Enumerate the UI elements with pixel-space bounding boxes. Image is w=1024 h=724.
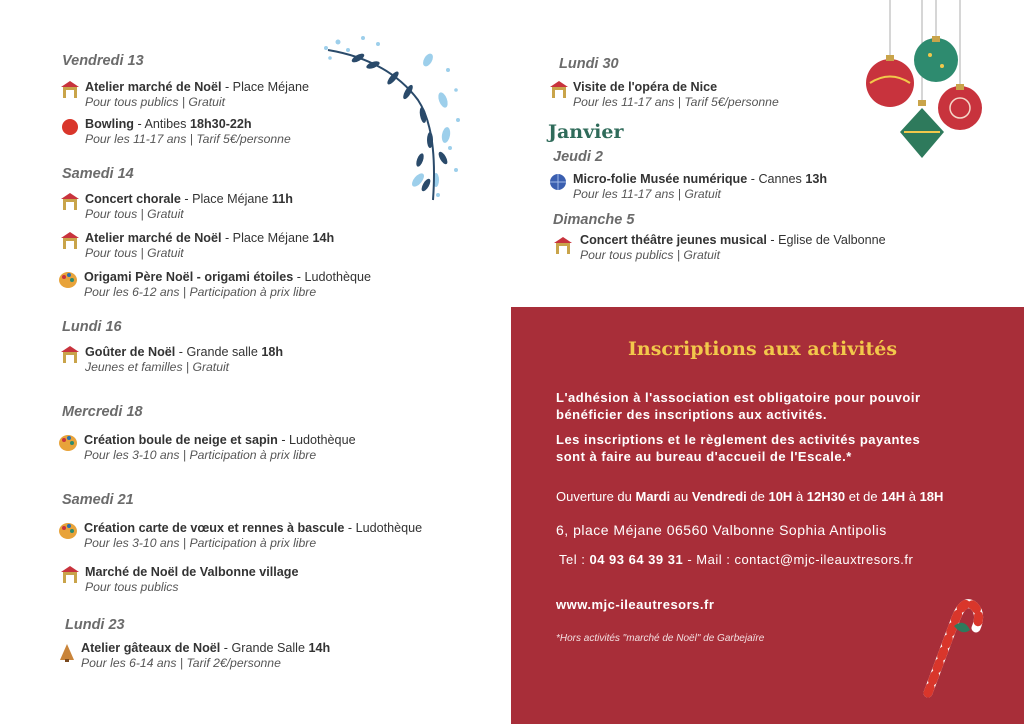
market-stall-icon (553, 236, 573, 256)
registration-text-line2: sont à faire au bureau d'accueil de l'Escale.* (556, 449, 852, 464)
panel-title: Inscriptions aux activités (628, 338, 898, 360)
globe-icon (548, 172, 568, 192)
membership-text-line2: bénéficier des inscriptions aux activités. (556, 407, 827, 422)
palette-icon (58, 520, 78, 540)
market-stall-icon (60, 231, 80, 251)
gingerbread-icon (57, 643, 77, 663)
day-heading-jeudi-2: Jeudi 2 (553, 149, 603, 165)
event-concert-theatre: Concert théâtre jeunes musical - Eglise de Valbonne Pour tous publics | Gratuit (580, 233, 886, 262)
footnote: *Hors activités "marché de Noël" de Garbejaïre (556, 633, 765, 644)
christmas-baubles-illustration (862, 0, 992, 170)
palette-icon (58, 432, 78, 452)
event-gouter-noel: Goûter de Noël - Grande salle 18h Jeunes et familles | Gratuit (85, 345, 284, 374)
event-carte-voeux: Création carte de vœux et rennes à bascule - Ludothèque Pour les 3-10 ans | Participation à prix libre (84, 521, 423, 550)
market-stall-icon (549, 80, 569, 100)
day-heading-lundi-30: Lundi 30 (559, 56, 619, 72)
event-atelier-marche-13: Atelier marché de Noël - Place Méjane Pour tous publics | Gratuit (85, 80, 309, 109)
month-heading-janvier: Janvier (548, 121, 624, 143)
palette-icon (58, 269, 78, 289)
market-stall-icon (60, 80, 80, 100)
snowy-branch-illustration (318, 30, 468, 205)
day-heading-dimanche-5: Dimanche 5 (553, 212, 635, 228)
email-link[interactable]: - Mail : contact@mjc-ileauxtresors.fr (683, 552, 914, 567)
event-gateaux-noel: Atelier gâteaux de Noël - Grande Salle 14h Pour les 6-14 ans | Tarif 2€/personne (81, 641, 331, 670)
day-heading-samedi-21: Samedi 21 (62, 492, 134, 508)
event-bowling: Bowling - Antibes 18h30-22h Pour les 11-17 ans | Tarif 5€/personne (85, 117, 291, 146)
address: 6, place Méjane 06560 Valbonne Sophia Antipolis (556, 522, 887, 538)
day-heading-lundi-16: Lundi 16 (62, 319, 122, 335)
bowling-ball-icon (60, 117, 80, 137)
opening-hours: Ouverture du Mardi au Vendredi de 10H à 12H30 et de 14H à 18H (556, 489, 944, 504)
event-opera-nice: Visite de l'opéra de Nice Pour les 11-17 ans | Tarif 5€/personne (573, 80, 779, 109)
day-heading-samedi-14: Samedi 14 (62, 166, 134, 182)
market-stall-icon (60, 192, 80, 212)
website-link[interactable]: www.mjc-ileautresors.fr (556, 597, 715, 612)
day-heading-vendredi-13: Vendredi 13 (62, 53, 144, 69)
registration-text-line1: Les inscriptions et le règlement des activités payantes (556, 432, 921, 447)
day-heading-lundi-23: Lundi 23 (65, 617, 125, 633)
candy-cane-illustration (918, 588, 988, 698)
phone-number[interactable]: 04 93 64 39 31 (589, 552, 684, 567)
event-micro-folie: Micro-folie Musée numérique - Cannes 13h Pour les 11-17 ans | Gratuit (573, 172, 828, 201)
day-heading-mercredi-18: Mercredi 18 (62, 404, 143, 420)
market-stall-icon (60, 345, 80, 365)
market-stall-icon (60, 565, 80, 585)
event-boule-neige: Création boule de neige et sapin - Ludothèque Pour les 3-10 ans | Participation à prix libre (84, 433, 356, 462)
event-concert-chorale: Concert chorale - Place Méjane 11h Pour tous | Gratuit (85, 192, 293, 221)
contact-line: Tel : 04 93 64 39 31 - Mail : contact@mjc-ileauxtresors.fr (559, 552, 914, 567)
event-atelier-marche-14: Atelier marché de Noël - Place Méjane 14h Pour tous | Gratuit (85, 231, 335, 260)
event-marche-valbonne: Marché de Noël de Valbonne village Pour tous publics (85, 565, 299, 594)
event-origami: Origami Père Noël - origami étoiles - Ludothèque Pour les 6-12 ans | Participation à prix libre (84, 270, 371, 299)
membership-text-line1: L'adhésion à l'association est obligatoire pour pouvoir (556, 390, 921, 405)
